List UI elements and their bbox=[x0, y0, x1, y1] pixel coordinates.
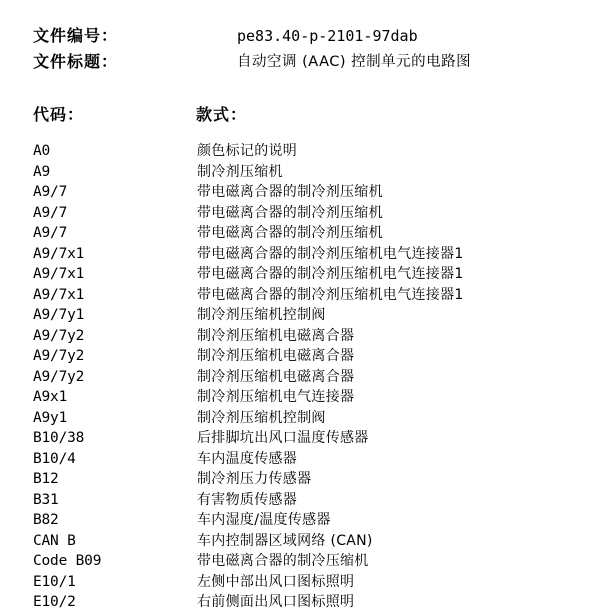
list-item bbox=[33, 408, 593, 429]
item-code: A9/7y2 bbox=[33, 348, 85, 364]
list-item bbox=[33, 551, 593, 572]
list-item bbox=[33, 244, 593, 265]
doc-title-label: 文件标题： bbox=[33, 52, 119, 71]
list-item bbox=[33, 305, 593, 326]
item-description: 制冷剂压力传感器 bbox=[197, 471, 312, 487]
list-item bbox=[33, 387, 593, 408]
item-code: A9/7y2 bbox=[33, 327, 85, 344]
item-code: A9/7x1 bbox=[33, 245, 85, 262]
list-item bbox=[33, 572, 593, 593]
doc-number-value: pe83.40-p-2101-97dab bbox=[237, 27, 418, 45]
list-item bbox=[33, 449, 593, 470]
list-item bbox=[33, 141, 593, 162]
item-description: 制冷剂压缩机电磁离合器 bbox=[197, 327, 355, 344]
item-code: A9/7x1 bbox=[33, 266, 85, 282]
item-code: B10/38 bbox=[33, 430, 85, 446]
item-description: 车内控制器区域网络 (CAN) bbox=[197, 532, 373, 549]
list-item bbox=[33, 203, 593, 224]
item-code: B82 bbox=[33, 512, 59, 528]
list-item bbox=[33, 182, 593, 203]
item-code: A9/7y1 bbox=[33, 307, 85, 323]
item-code: A9x1 bbox=[33, 389, 68, 405]
item-code: A9/7y2 bbox=[33, 368, 85, 385]
list-item bbox=[33, 264, 593, 285]
item-code: E10/2 bbox=[33, 594, 76, 610]
item-code: A9/7 bbox=[33, 225, 68, 241]
item-description: 带电磁离合器的制冷剂压缩机 bbox=[197, 184, 383, 200]
item-description: 有害物质传感器 bbox=[197, 491, 298, 508]
item-code: Code B09 bbox=[33, 553, 102, 569]
list-item bbox=[33, 428, 593, 449]
item-code: A9 bbox=[33, 163, 51, 180]
item-description: 带电磁离合器的制冷压缩机 bbox=[197, 553, 369, 569]
code-list bbox=[33, 141, 593, 613]
item-code: E10/1 bbox=[33, 573, 76, 590]
item-description: 制冷剂压缩机控制阀 bbox=[197, 409, 326, 426]
item-description: 右前侧面出风口图标照明 bbox=[197, 594, 355, 610]
list-item bbox=[33, 531, 593, 552]
item-code: A9/7x1 bbox=[33, 286, 85, 303]
item-description: 带电磁离合器的制冷剂压缩机电气连接器1 bbox=[197, 245, 464, 262]
item-description: 车内湿度/温度传感器 bbox=[197, 512, 331, 528]
doc-title-value: 自动空调 (AAC) 控制单元的电路图 bbox=[237, 54, 472, 70]
item-description: 左侧中部出风口图标照明 bbox=[197, 573, 355, 590]
item-code: B12 bbox=[33, 471, 59, 487]
item-code: A9/7 bbox=[33, 204, 68, 221]
list-item bbox=[33, 490, 593, 511]
list-item bbox=[33, 367, 593, 388]
list-item bbox=[33, 346, 593, 367]
code-column-header: 代码： bbox=[33, 105, 85, 124]
list-item bbox=[33, 592, 593, 613]
list-item bbox=[33, 285, 593, 306]
item-description: 后排脚坑出风口温度传感器 bbox=[197, 430, 369, 446]
list-item bbox=[33, 223, 593, 244]
item-description: 带电磁离合器的制冷剂压缩机电气连接器1 bbox=[197, 286, 464, 303]
item-description: 制冷剂压缩机电磁离合器 bbox=[197, 368, 355, 385]
item-code: B31 bbox=[33, 491, 59, 508]
item-code: A9/7 bbox=[33, 184, 68, 200]
list-item bbox=[33, 469, 593, 490]
item-description: 制冷剂压缩机电气连接器 bbox=[197, 389, 355, 405]
item-description: 车内温度传感器 bbox=[197, 450, 298, 467]
description-column-header: 款式： bbox=[196, 105, 248, 124]
item-description: 带电磁离合器的制冷剂压缩机 bbox=[197, 204, 383, 221]
list-item bbox=[33, 326, 593, 347]
item-description: 颜色标记的说明 bbox=[197, 143, 298, 159]
item-description: 制冷剂压缩机 bbox=[197, 163, 283, 180]
item-description: 带电磁离合器的制冷剂压缩机 bbox=[197, 225, 383, 241]
item-code: B10/4 bbox=[33, 450, 76, 467]
doc-title-row bbox=[33, 51, 593, 73]
item-code: CAN B bbox=[33, 532, 76, 549]
list-item bbox=[33, 510, 593, 531]
item-description: 制冷剂压缩机电磁离合器 bbox=[197, 348, 355, 364]
item-code: A9y1 bbox=[33, 409, 68, 426]
item-code: A0 bbox=[33, 143, 51, 159]
item-description: 制冷剂压缩机控制阀 bbox=[197, 307, 326, 323]
list-item bbox=[33, 162, 593, 183]
doc-number-label: 文件编号： bbox=[33, 26, 119, 45]
doc-number-row bbox=[33, 25, 593, 47]
item-description: 带电磁离合器的制冷剂压缩机电气连接器1 bbox=[197, 266, 464, 282]
